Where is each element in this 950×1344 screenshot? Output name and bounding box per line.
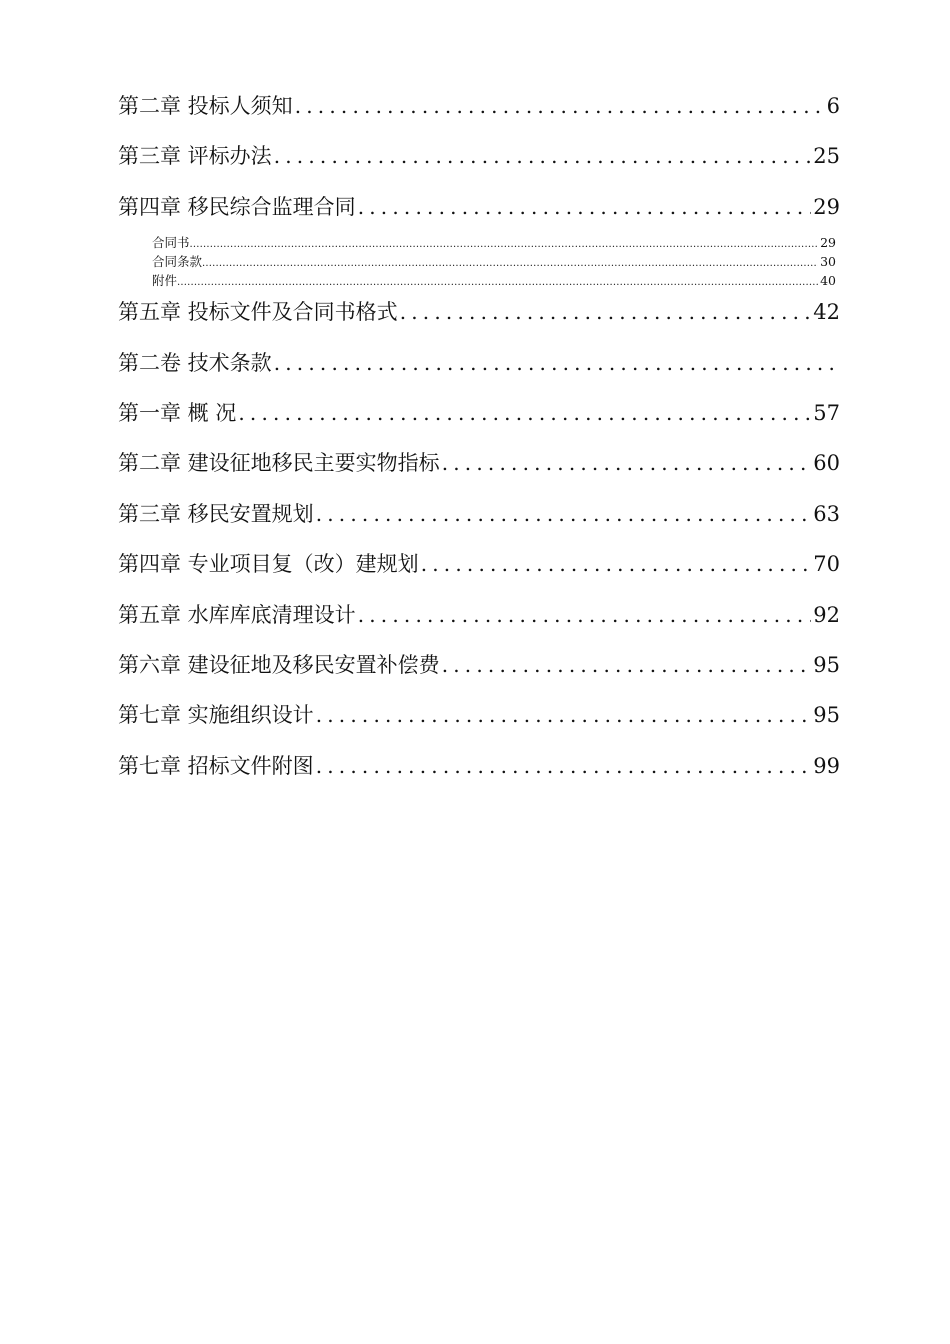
toc-page-number: 95 [813, 703, 840, 728]
toc-dot-leader [316, 496, 812, 532]
toc-subentry-label: 附件 [152, 273, 178, 289]
toc-page-number: 29 [820, 235, 836, 251]
toc-entry[interactable] [118, 647, 840, 697]
toc-page-number: 25 [813, 144, 840, 169]
toc-entry-label: 第七章 实施组织设计 [118, 703, 314, 728]
toc-entry-label: 第七章 招标文件附图 [118, 753, 314, 778]
toc-page-number: 30 [820, 254, 836, 270]
toc-entry[interactable] [118, 597, 840, 647]
toc-dot-leader [316, 748, 812, 784]
toc-entry[interactable] [118, 697, 840, 747]
toc-dot-leader [421, 546, 812, 582]
toc-page-number: 42 [813, 300, 840, 325]
toc-entry-label: 第四章 专业项目复（改）建规划 [118, 552, 419, 577]
toc-entry[interactable] [118, 748, 840, 798]
toc-subentry[interactable] [118, 271, 840, 290]
toc-page-number: 57 [813, 400, 840, 425]
toc-entry-label: 第二章 投标人须知 [118, 94, 293, 118]
toc-entry[interactable] [118, 345, 840, 395]
toc-page-number: 70 [813, 552, 840, 577]
toc-entry[interactable] [118, 496, 840, 546]
toc-entry[interactable] [118, 189, 840, 239]
toc-page-number: 6 [826, 94, 840, 118]
toc-subentry-label: 合同条款 [152, 254, 203, 270]
toc-entry[interactable] [118, 294, 840, 344]
toc-page-number: 29 [813, 194, 840, 219]
toc-page-number: 40 [820, 273, 836, 289]
toc-dot-leader [295, 88, 825, 124]
toc-dot-leader [190, 235, 819, 254]
toc-subentry[interactable] [118, 252, 840, 271]
toc-dot-leader [442, 647, 812, 683]
toc-page-number: 99 [813, 753, 840, 778]
toc-dot-leader [202, 254, 818, 273]
toc-entry-label: 第二章 建设征地移民主要实物指标 [118, 451, 440, 476]
toc-page-number: 60 [813, 451, 840, 476]
toc-entry-label: 第四章 移民综合监理合同 [118, 194, 356, 219]
toc-entry[interactable] [118, 138, 840, 188]
toc-dot-leader [358, 597, 812, 633]
toc-page-number: 92 [813, 602, 840, 627]
toc-entry-label: 第五章 投标文件及合同书格式 [118, 300, 398, 325]
toc-subentry[interactable] [118, 233, 840, 252]
toc-entry-label: 第五章 水库库底清理设计 [118, 602, 356, 627]
toc-dot-leader [358, 189, 812, 225]
toc-entry-label: 第三章 评标办法 [118, 144, 272, 169]
toc-entry[interactable] [118, 395, 840, 445]
toc-dot-leader [238, 395, 811, 431]
toc-dot-leader [177, 273, 818, 292]
toc-entry-label: 第三章 移民安置规划 [118, 501, 314, 526]
toc-entry-label: 第二卷 技术条款 [118, 350, 272, 375]
toc-dot-leader [400, 294, 812, 330]
toc-page-number: 63 [813, 501, 840, 526]
toc-dot-leader [274, 345, 838, 381]
toc-page-number: 95 [813, 652, 840, 677]
toc-entry[interactable] [118, 88, 840, 138]
toc-dot-leader [274, 138, 812, 174]
toc-entry[interactable] [118, 445, 840, 495]
toc-entry-label: 第一章 概 况 [118, 400, 237, 425]
toc-entry-label: 第六章 建设征地及移民安置补偿费 [118, 652, 440, 677]
toc-subentry-label: 合同书 [152, 235, 190, 251]
toc-subentry-group [118, 233, 840, 290]
table-of-contents [118, 88, 840, 798]
toc-dot-leader [442, 445, 812, 481]
toc-entry[interactable] [118, 546, 840, 596]
toc-dot-leader [316, 697, 812, 733]
